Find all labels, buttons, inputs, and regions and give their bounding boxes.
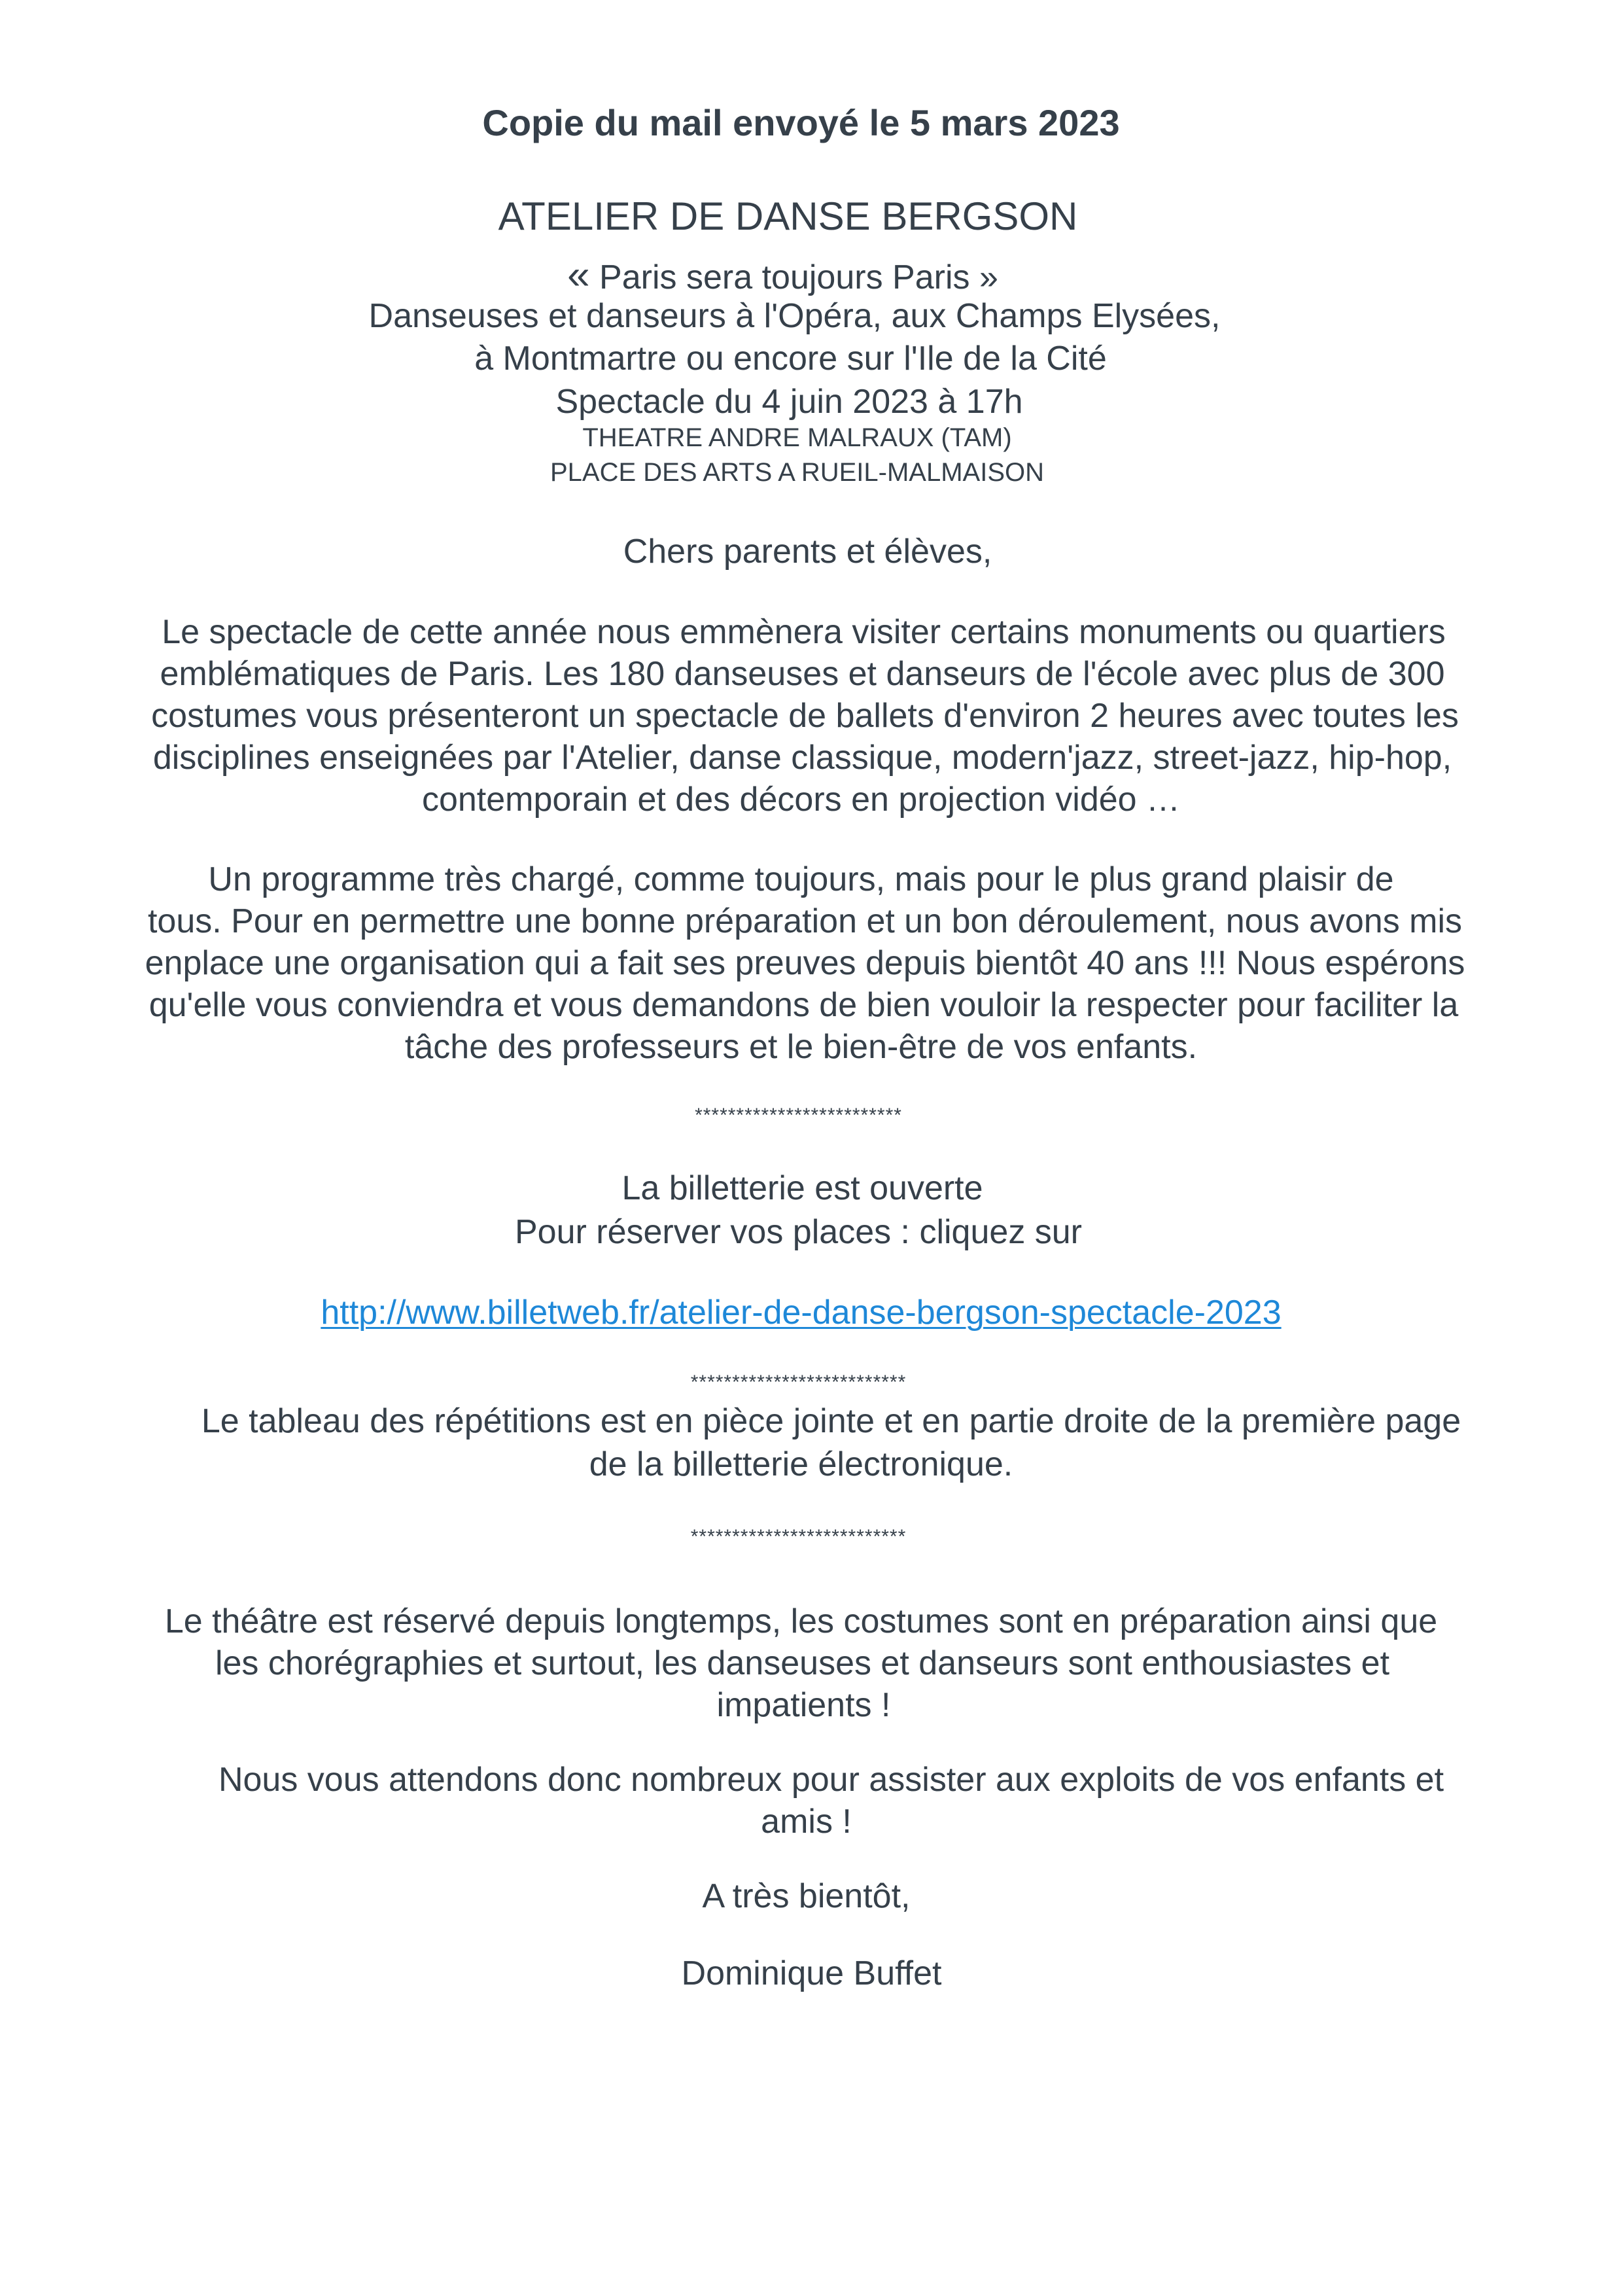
show-subtitle-line: à Montmartre ou encore sur l'Ile de la Cité: [474, 340, 1107, 378]
show-title-open-quote: «: [567, 253, 590, 298]
paragraph-line: enplace une organisation qui a fait ses preuves depuis bientôt 40 ans !!! Nous espérons: [145, 944, 1465, 982]
signature: Dominique Buffet: [681, 1954, 942, 1992]
paragraph-line: les chorégraphies et surtout, les danseuses et danseurs sont enthousiastes et: [215, 1644, 1390, 1682]
paragraph-line: Le spectacle de cette année nous emmènera visiter certains monuments ou quartiers: [162, 613, 1446, 651]
paragraph-line: tâche des professeurs et le bien-être de vos enfants.: [404, 1028, 1198, 1066]
paragraph-line: amis !: [761, 1803, 852, 1841]
organization-name: ATELIER DE DANSE BERGSON: [498, 194, 1078, 238]
ticketing-open-text: La billetterie est ouverte: [621, 1169, 983, 1207]
venue-line: PLACE DES ARTS A RUEIL-MALMAISON: [550, 458, 1045, 487]
document-title: Copie du mail envoyé le 5 mars 2023: [482, 102, 1120, 143]
paragraph-line: tous. Pour en permettre une bonne préparation et un bon déroulement, nous avons mis: [147, 902, 1463, 940]
show-title: [0, 255, 1594, 296]
ticketing-instruction: Pour réserver vos places : cliquez sur: [514, 1213, 1082, 1251]
show-subtitle-line: Danseuses et danseurs à l'Opéra, aux Champs Elysées,: [368, 297, 1221, 335]
paragraph-line: qu'elle vous conviendra et vous demandons de bien vouloir la respecter pour faciliter la: [148, 986, 1459, 1024]
paragraph-line: Nous vous attendons donc nombreux pour assister aux exploits de vos enfants et: [218, 1761, 1444, 1799]
paragraph-line: de la billetterie électronique.: [589, 1445, 1013, 1483]
paragraph-line: costumes vous présenteront un spectacle de ballets d'environ 2 heures avec toutes les: [151, 697, 1459, 735]
separator: **************************: [690, 1371, 907, 1393]
venue-line: THEATRE ANDRE MALRAUX (TAM): [582, 423, 1012, 452]
ticketing-link[interactable]: http://www.billetweb.fr/atelier-de-danse-bergson-spectacle-2023: [321, 1294, 1282, 1332]
separator: *************************: [695, 1104, 902, 1126]
paragraph-line: Le tableau des répétitions est en pièce jointe et en partie droite de la première page: [201, 1402, 1461, 1440]
paragraph-line: Un programme très chargé, comme toujours, mais pour le plus grand plaisir de: [208, 860, 1394, 898]
paragraph-line: Le théâtre est réservé depuis longtemps, les costumes sont en préparation ainsi que: [164, 1602, 1438, 1640]
paragraph-line: contemporain et des décors en projection vidéo …: [421, 781, 1181, 819]
show-title-text: Paris sera toujours Paris »: [589, 258, 998, 296]
paragraph-line: disciplines enseignées par l'Atelier, danse classique, modern'jazz, street-jazz, hip-hop,: [152, 739, 1452, 777]
show-date: Spectacle du 4 juin 2023 à 17h: [555, 383, 1023, 421]
greeting: Chers parents et élèves,: [623, 533, 992, 571]
closing-line: A très bientôt,: [702, 1877, 911, 1915]
ticketing-link-row: [0, 1296, 1613, 1330]
separator: **************************: [690, 1526, 907, 1547]
paragraph-line: emblématiques de Paris. Les 180 danseuses et danseurs de l'école avec plus de 300: [160, 655, 1445, 693]
paragraph-line: impatients !: [716, 1686, 891, 1724]
